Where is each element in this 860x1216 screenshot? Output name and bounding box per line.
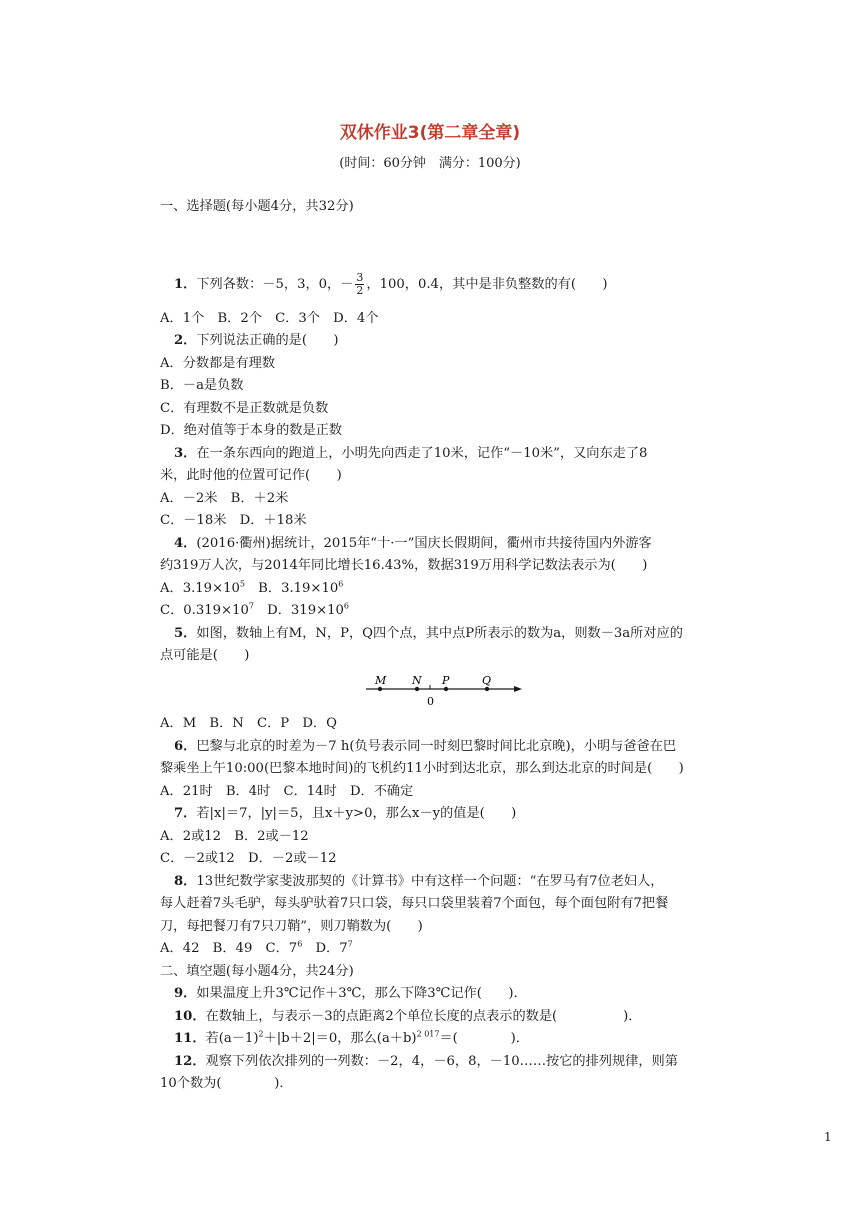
question-number: 11．	[174, 1031, 206, 1046]
number-line-figure	[362, 672, 526, 712]
point-m	[378, 687, 382, 691]
question-5	[174, 625, 683, 643]
page-subtitle: (时间：60分钟 满分：100分)	[339, 156, 521, 171]
exponent: 6	[297, 939, 303, 949]
question-3-cont: 米，此时他的位置可记作( )	[160, 468, 342, 483]
question-number: 1．	[174, 277, 197, 292]
question-text: 下列各数：－5，3，0，－	[196, 277, 354, 292]
question-number: 10．	[174, 1009, 206, 1024]
question-text: ＝( )．	[439, 1031, 529, 1046]
question-text: 在数轴上，与表示－3的点距离2个单位长度的点表示的数是( )．	[205, 1009, 642, 1024]
question-text: 若|x|＝7，|y|＝5，且x＋y>0，那么x－y的值是( )	[196, 806, 517, 821]
question-6-cont: 黎乘坐上午10:00(巴黎本地时间)的飞机约11小时到达北京，那么到达北京的时间是( )	[160, 761, 684, 776]
question-1-options: A．1个 B．2个 C．3个 D．4个	[160, 311, 379, 326]
question-1	[174, 272, 607, 297]
option-c: C．有理数不是正数就是负数	[160, 401, 329, 416]
question-text: (2016·衢州)据统计，2015年“十·一”国庆长假期间，衢州市共接待国内外游客	[196, 536, 652, 551]
question-text: 13世纪数学家斐波那契的《计算书》中有这样一个问题：“在罗马有7位老妇人，	[196, 874, 664, 889]
question-3-options-1: A．－2米 B．＋2米	[160, 491, 289, 506]
question-text: 下列说法正确的是( )	[196, 333, 339, 348]
question-text: ＋|b＋2|＝0，那么(a＋b)	[263, 1031, 417, 1046]
question-11	[174, 1030, 529, 1048]
option-d: D．绝对值等于本身的数是正数	[160, 423, 343, 438]
question-5-cont: 点可能是( )	[160, 648, 250, 663]
question-number: 12．	[174, 1054, 206, 1069]
option-a: A．3.19×10	[160, 581, 240, 596]
question-text: 巴黎与北京的时差为－7 h(负号表示同一时刻巴黎时间比北京晚)，小明与爸爸在巴	[196, 739, 677, 754]
exponent: 5	[239, 579, 245, 589]
question-text: 观察下列依次排列的一列数：－2，4，－6，8，－10……按它的排列规律，则第	[205, 1054, 678, 1069]
question-7-options-2: C．－2或12 D．－2或－12	[160, 851, 337, 866]
question-9	[174, 985, 527, 1003]
question-6	[174, 738, 676, 756]
question-text: ，100，0.4，其中是非负整数的有( )	[366, 277, 608, 292]
page-title: 双休作业3(第二章全章)	[339, 123, 521, 143]
question-4-cont: 约319万人次，与2014年同比增长16.43%，数据319万用科学记数法表示为( )	[160, 558, 648, 573]
question-5-options: A．M B．N C．P D．Q	[160, 716, 337, 731]
label-m: M	[375, 674, 387, 687]
exponent: 2	[258, 1029, 264, 1039]
question-3-options-2: C．－18米 D．＋18米	[160, 513, 307, 528]
question-4-options-1	[160, 580, 343, 598]
point-n	[415, 687, 419, 691]
question-number: 4．	[174, 536, 197, 551]
question-number: 7．	[174, 806, 197, 821]
question-text: 在一条东西向的跑道上，小明先向西走了10米，记作“－10米”，又向东走了8	[196, 446, 648, 461]
question-7-options-1: A．2或12 B．2或－12	[160, 829, 309, 844]
exponent: 2 017	[416, 1029, 440, 1039]
question-12	[174, 1053, 678, 1071]
question-text: 若(a－1)	[205, 1031, 259, 1046]
label-n: N	[412, 674, 422, 687]
arrow-right-icon	[514, 686, 522, 692]
question-10	[174, 1008, 641, 1026]
exponent: 7	[347, 939, 353, 949]
question-number: 5．	[174, 626, 197, 641]
question-8	[174, 873, 663, 891]
option-c: C．0.319×10	[160, 603, 249, 618]
label-q: Q	[482, 674, 492, 687]
page-number: 1	[824, 1130, 832, 1144]
section-heading-choice: 一、选择题(每小题4分，共32分)	[160, 199, 354, 214]
fraction-numerator: 3	[356, 271, 364, 284]
options-abc: A．42 B．49 C．7	[160, 941, 298, 956]
option-b: B．－a是负数	[160, 378, 244, 393]
option-b: B．3.19×10	[245, 581, 339, 596]
question-7	[174, 805, 516, 823]
question-number: 6．	[174, 739, 197, 754]
question-6-options: A．21时 B．4时 C．14时 D．不确定	[160, 784, 414, 799]
fraction-denominator: 2	[356, 284, 364, 297]
question-text: 如果温度上升3℃记作＋3℃，那么下降3℃记作( )．	[196, 986, 527, 1001]
question-number: 3．	[174, 446, 197, 461]
question-8-cont: 刀，每把餐刀有7只刀鞘”，则刀鞘数为( )	[160, 919, 423, 934]
question-4	[174, 535, 652, 553]
label-p: P	[442, 674, 450, 687]
exponent: 7	[248, 601, 254, 611]
option-d: D．319×10	[253, 603, 344, 618]
exponent: 6	[343, 601, 350, 611]
question-12-cont: 10个数为( )．	[160, 1076, 293, 1091]
question-number: 8．	[174, 874, 197, 889]
question-number: 9．	[174, 986, 197, 1001]
label-origin: 0	[427, 695, 434, 708]
question-4-options-2	[160, 602, 349, 620]
point-q	[485, 687, 489, 691]
fraction	[355, 272, 364, 297]
option-a: A．分数都是有理数	[160, 356, 276, 371]
question-8-cont: 每人赶着7头毛驴，每头驴驮着7只口袋，每只口袋里装着7个面包，每个面包附有7把餐	[160, 896, 669, 911]
option-d: D．7	[302, 941, 348, 956]
question-text: 如图，数轴上有M，N，P，Q四个点，其中点P所表示的数为a，则数－3a所对应的	[196, 626, 683, 641]
question-2	[174, 332, 339, 350]
point-p	[444, 687, 448, 691]
question-8-options	[160, 940, 353, 958]
exponent: 6	[338, 579, 344, 589]
question-3	[174, 445, 647, 463]
question-number: 2．	[174, 333, 197, 348]
section-heading-fill: 二、填空题(每小题4分，共24分)	[160, 964, 354, 979]
